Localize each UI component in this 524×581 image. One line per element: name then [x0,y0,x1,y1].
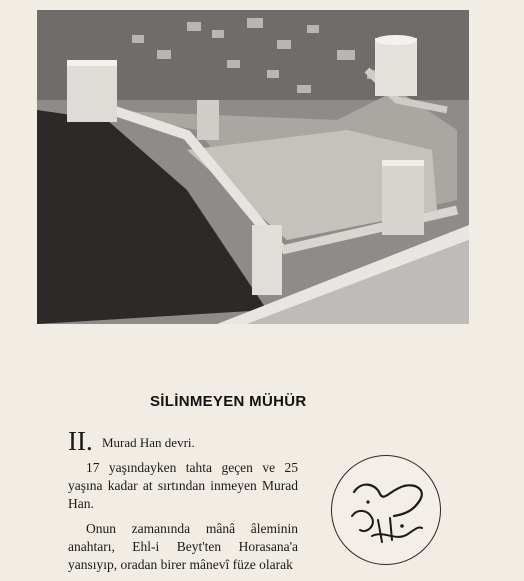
tughra-seal [331,455,441,565]
lead-text: Murad Han devri. [101,435,195,450]
roman-numeral: II. [68,426,93,456]
paragraph-1: 17 yaşındayken tahta geçen ve 25 yaşına kadar at sırtından inmeyen Murad Han. [68,460,298,511]
paragraph-2: Onun zamanında mânâ âleminin anahtarı, Ehl-i Beyt'ten Horasana'a yansıyıp, oradan birer mânevî füze olarak [68,521,298,572]
page-title [150,393,370,410]
lead-line [68,426,298,456]
fortress-photo-icon [37,10,469,324]
article-body [68,426,298,581]
title-text: SİLİNMEYEN MÜHÜR [150,393,307,410]
fortress-photo [37,10,469,324]
tughra-seal-icon [332,456,440,564]
